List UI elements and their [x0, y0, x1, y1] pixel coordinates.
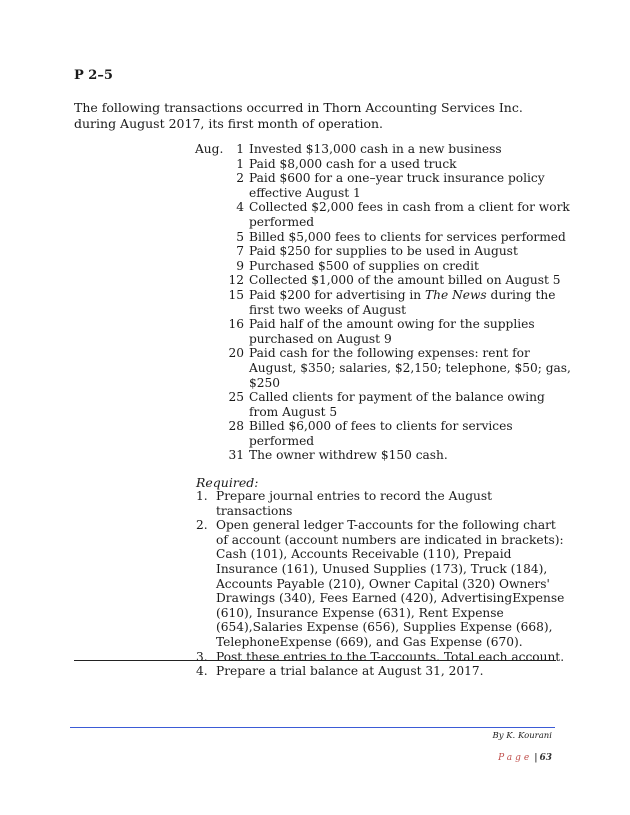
required-number: 1. [196, 489, 208, 503]
transaction-description: Billed $5,000 fees to clients for services performed [249, 229, 566, 244]
page-footer [498, 753, 552, 763]
problem-intro: The following transactions occurred in Thorn Accounting Services Inc. during August 2017, its first month of operation. [74, 100, 523, 131]
transaction-row [195, 317, 575, 346]
transaction-month [195, 200, 227, 229]
required-item [196, 664, 571, 679]
transaction-month [195, 390, 227, 419]
transaction-row [195, 142, 575, 157]
transaction-row [195, 448, 575, 463]
page-number: 63 [539, 753, 552, 763]
page-label: Page [498, 753, 533, 763]
transaction-description: Purchased $500 of supplies on credit [249, 258, 479, 273]
section-divider [74, 660, 556, 661]
transaction-day: 2 [236, 171, 244, 186]
author-credit: By K. Kourani [492, 731, 552, 741]
transaction-month [195, 317, 227, 346]
transaction-row [195, 200, 575, 229]
required-number: 3. [196, 649, 208, 664]
transaction-description: Collected $2,000 fees in cash from a client for work performed [249, 200, 570, 229]
transaction-day: 16 [228, 317, 244, 332]
newspaper-title: The News [425, 287, 487, 302]
required-text: Open general ledger T-accounts for the following chart of account (account numbers are indicated in brackets): Cash (101), Accounts Receivable (110), Prepaid Insurance (161), Unused Supplies (173), Truck (184), Accounts Payable (210), Owner Capital (320) Owners' Drawings (340), Fees Earned (420), AdvertisingExpense (610), Insurance Expense (631), Rent Expense (654),Salaries Expense (656), Supplies Expense (668), TelephoneExpense (669), and Gas Expense (670). [216, 518, 565, 649]
transaction-day: 28 [228, 419, 244, 434]
required-label: Required: [196, 475, 259, 490]
transaction-row [195, 230, 575, 245]
transaction-month [195, 230, 227, 245]
transaction-description: Billed $6,000 of fees to clients for services performed [249, 419, 513, 448]
transaction-description: Collected $1,000 of the amount billed on August 5 [249, 273, 561, 288]
transaction-month [195, 171, 227, 200]
transaction-list [195, 142, 575, 463]
transaction-description: Paid $600 for a one–year truck insurance policy effective August 1 [249, 171, 545, 200]
description-part: during the first two weeks of August [249, 287, 556, 317]
transaction-day: 7 [236, 244, 244, 259]
required-item [196, 489, 571, 518]
required-item [196, 650, 571, 665]
transaction-day: 1 [236, 142, 244, 156]
transaction-description: Called clients for payment of the balance owing from August 5 [249, 390, 545, 419]
page-separator: | [534, 753, 538, 763]
transaction-row [195, 171, 575, 200]
transaction-day: 25 [228, 390, 244, 405]
transaction-month [195, 448, 227, 463]
transaction-month [195, 346, 227, 390]
transaction-row [195, 259, 575, 274]
footer-divider [70, 727, 555, 728]
required-item [196, 518, 571, 649]
transaction-day: 1 [236, 156, 244, 171]
transaction-description: The owner withdrew $150 cash. [249, 448, 448, 463]
transaction-row [195, 288, 575, 317]
transaction-month [195, 419, 227, 448]
transaction-description: Invested $13,000 cash in a new business [249, 142, 502, 156]
transaction-description: Paid $250 for supplies to be used in August [249, 244, 518, 259]
transaction-day: 12 [228, 273, 244, 288]
required-number: 4. [196, 664, 208, 679]
transaction-month [195, 288, 227, 317]
transaction-month [195, 157, 227, 172]
transaction-day: 5 [236, 229, 244, 244]
description-part: Paid $200 for advertising in [249, 287, 426, 302]
transaction-description [249, 288, 575, 317]
transaction-row [195, 273, 575, 288]
required-text: Prepare a trial balance at August 31, 2017. [216, 664, 484, 679]
transaction-row [195, 390, 575, 419]
required-list [196, 489, 571, 679]
transaction-description: Paid $8,000 cash for a used truck [249, 156, 457, 171]
required-text: Prepare journal entries to record the August transactions [216, 489, 493, 518]
problem-title: P 2–5 [74, 68, 113, 83]
transaction-description: Paid cash for the following expenses: rent for August, $350; salaries, $2,150; telephone, $50; gas, $250 [249, 346, 571, 390]
transaction-day: 9 [236, 258, 244, 273]
transaction-month [195, 259, 227, 274]
transaction-month: Aug. [195, 142, 224, 156]
transaction-day: 4 [236, 200, 244, 215]
transaction-month [195, 273, 227, 288]
transaction-day: 20 [228, 346, 244, 361]
transaction-description: Paid half of the amount owing for the supplies purchased on August 9 [249, 317, 535, 346]
transaction-row [195, 419, 575, 448]
transaction-row [195, 157, 575, 172]
transaction-day: 15 [228, 287, 244, 302]
transaction-day: 31 [228, 448, 244, 463]
transaction-row [195, 346, 575, 390]
transaction-row [195, 244, 575, 259]
required-number: 2. [196, 518, 208, 533]
transaction-month [195, 244, 227, 259]
required-text: Post these entries to the T-accounts. Total each account. [216, 649, 565, 664]
